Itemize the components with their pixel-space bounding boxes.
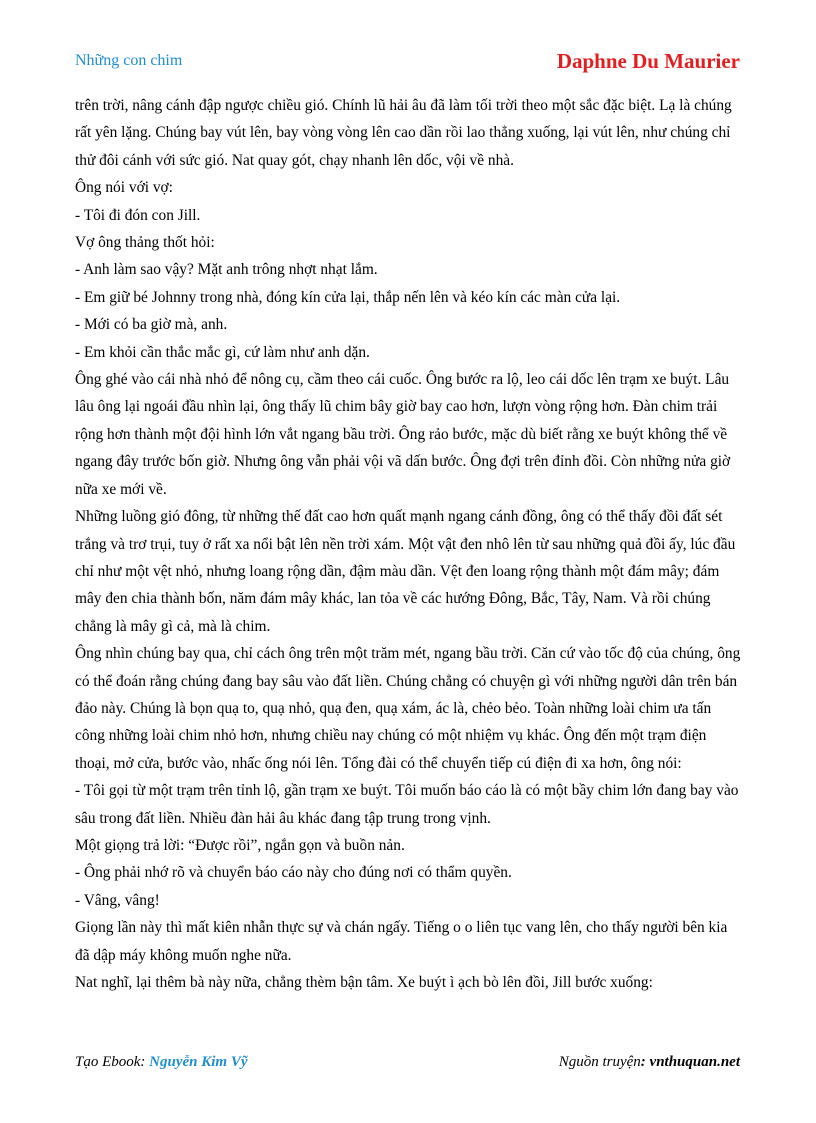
paragraph: - Tôi gọi từ một trạm trên tỉnh lộ, gần trạm xe buýt. Tôi muốn báo cáo là có một bầy chim lớn đang bay vào sâu trong đất liền. Nhiều đàn hải âu khác đang tập trung trong vịnh. <box>75 782 739 827</box>
paragraph: Những luồng gió đông, từ những thế đất cao hơn quất mạnh ngang cánh đồng, ông có thể thấy đồi đất sét trắng và trơ trụi, tuy ở rất xa nổi bật lên nền trời xám. Một vật đen nhô lên từ sau những quả đồi ấy, lúc đầu chỉ như một vệt nhỏ, nhưng loang rộng dần, đậm màu dần. Vệt đen loang rộng thành một đám mây; đám mây đen chia thành bốn, năm đám mây khác, lan tỏa về các hướng Đông, Bắc, Tây, Nam. Và rồi chúng chẳng là mây gì cả, mà là chim. <box>75 508 736 635</box>
paragraph: - Anh làm sao vậy? Mặt anh trông nhợt nhạt lắm. <box>75 261 378 279</box>
source-separator: : <box>640 1054 650 1070</box>
paragraph: Giọng lần này thì mất kiên nhẫn thực sự và chán ngấy. Tiếng o o liên tục vang lên, cho thấy người bên kia đã dập máy không muốn nghe nữa. <box>75 919 728 964</box>
paragraph: trên trời, nâng cánh đập ngược chiều gió. Chính lũ hải âu đã làm tối trời theo một sắc đặc biệt. Lạ là chúng rất yên lặng. Chúng bay vút lên, bay vòng vòng lên cao dần rồi lao thẳng xuống, lại vút lên, như chúng chỉ thử đôi cánh với sức gió. Nat quay gót, chạy nhanh lên dốc, vội về nhà. <box>75 97 732 169</box>
paragraph: Nat nghĩ, lại thêm bà này nữa, chẳng thèm bận tâm. Xe buýt ì ạch bò lên đồi, Jill bước xuống: <box>75 974 653 991</box>
ebook-separator: : <box>140 1054 150 1070</box>
source-site: vnthuquan.net <box>649 1054 740 1070</box>
paragraph: - Ông phải nhớ rõ và chuyển báo cáo này cho đúng nơi có thẩm quyền. <box>75 864 512 882</box>
paragraph: - Tôi đi đón con Jill. <box>75 206 201 224</box>
paragraph: - Em giữ bé Johnny trong nhà, đóng kín cửa lại, thắp nến lên và kéo kín các màn cửa lại. <box>75 288 621 306</box>
ebook-label: Tạo Ebook <box>75 1054 141 1070</box>
paragraph: Ông ghé vào cái nhà nhỏ để nông cụ, cầm theo cái cuốc. Ông bước ra lộ, leo cái dốc lên trạm xe buýt. Lâu lâu ông lại ngoái đầu nhìn lại, ông thấy lũ chim bây giờ bay cao hơn, lượn vòng rộng hơn. Đàn chim trải rộng hơn thành một đội hình lớn vắt ngang bầu trời. Ông rảo bước, mặc dù biết rằng xe buýt không thể về ngang đây trước bốn giờ. Nhưng ông vẫn phải vội vã dấn bước. Ông đợi trên đỉnh đồi. Còn những nửa giờ nữa xe mới về. <box>75 371 731 498</box>
book-title: Những con chim <box>75 52 183 69</box>
paragraph: Ông nói với vợ: <box>75 179 173 197</box>
source-label: Nguồn truyện <box>558 1054 641 1070</box>
body-text <box>75 92 743 996</box>
source-credit <box>559 1054 740 1071</box>
paragraph: Vợ ông thảng thốt hỏi: <box>75 234 215 252</box>
paragraph: Ông nhìn chúng bay qua, chỉ cách ông trên một trăm mét, ngang bầu trời. Căn cứ vào tốc độ của chúng, ông có thể đoán rằng chúng đang bay sâu vào đất liền. Chúng chẳng có chuyện gì với những người dân trên bán đảo này. Chúng là bọn quạ to, quạ nhỏ, quạ đen, quạ xám, ác là, chẻo bẻo. Toàn những loài chim ưa tấn công những loài chim nhỏ hơn, nhưng chiều nay chúng có một nhiệm vụ khác. Ông đến một trạm điện thoại, mở cửa, bước vào, nhấc ống nói lên. Tổng đài có thể chuyển tiếp cú điện đi xa hơn, ông nói: <box>75 645 741 772</box>
paragraph: - Vâng, vâng! <box>75 891 160 909</box>
ebook-author: Nguyễn Kim Vỹ <box>149 1054 248 1070</box>
paragraph: - Em khỏi cần thắc mắc gì, cứ làm như anh dặn. <box>75 343 370 361</box>
author-name: Daphne Du Maurier <box>556 49 740 73</box>
paragraph: - Mới có ba giờ mà, anh. <box>75 316 228 334</box>
ebook-credit <box>75 1054 248 1071</box>
paragraph: Một giọng trả lời: “Được rồi”, ngắn gọn và buồn nản. <box>75 836 405 854</box>
